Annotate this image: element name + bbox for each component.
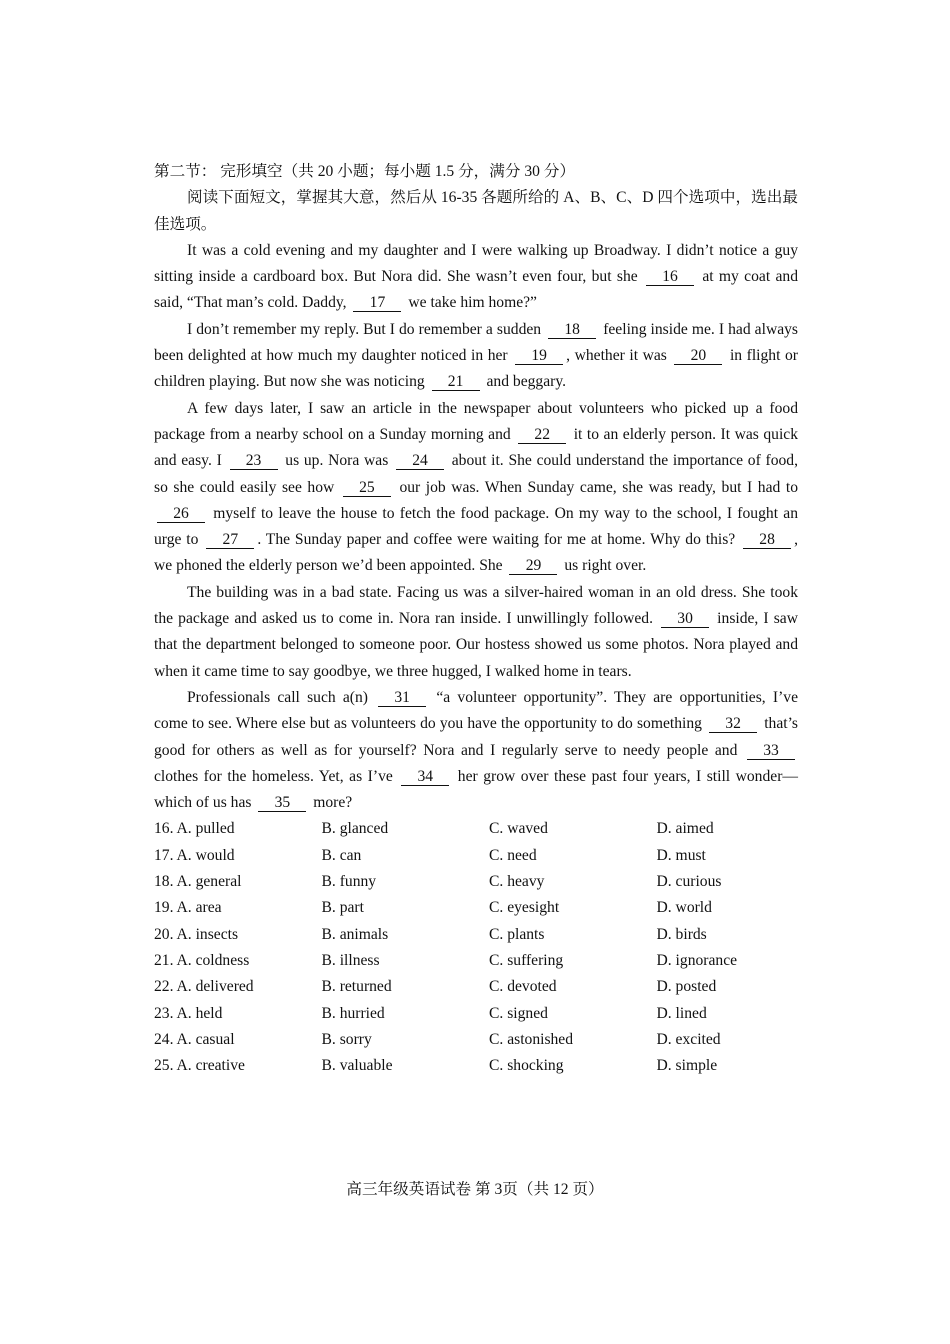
- passage-text: and beggary.: [482, 373, 567, 391]
- answer-blank: 17: [353, 294, 401, 312]
- option-choice: B. glanced: [321, 820, 389, 838]
- answer-blank: 24: [396, 452, 444, 470]
- instructions: 阅读下面短文，掌握其大意，然后从 16-35 各题所给的 A、B、C、D 四个选项中，选出最佳选项。: [154, 189, 798, 233]
- option-choice: 23. A. held: [154, 1004, 223, 1022]
- option-choice: 18. A. general: [154, 873, 242, 891]
- answer-blank: 34: [401, 768, 449, 786]
- option-choice: C. astonished: [489, 1030, 574, 1048]
- section-title: 第二节： 完形填空（共 20 小题；每小题 1.5 分，满分 30 分）: [154, 163, 576, 180]
- passage-text: “a volunteer opportunity”. They are opportunities, I’ve come to see. Where else but as volunteers do you have the opportunity to do something: [154, 688, 798, 733]
- passage-paragraph: [154, 317, 798, 396]
- answer-blank: 22: [518, 426, 566, 444]
- passage-text: The building was in a bad state. Facing us was a silver-haired woman in an old dress. She took the package and asked us to come in. Nora ran inside. I unwillingly followed.: [154, 583, 798, 628]
- option-choice: C. waved: [489, 820, 548, 838]
- answer-blank: 18: [548, 321, 596, 339]
- option-choice: D. lined: [656, 1004, 707, 1022]
- question-options-row: [154, 1053, 798, 1079]
- passage-text: myself to leave the house to fetch the food package. On my way to the school, I fought an urge to: [154, 504, 798, 549]
- question-options-row: [154, 1001, 798, 1027]
- answer-blank: 32: [709, 715, 757, 733]
- passage-paragraph: [154, 580, 798, 685]
- passage-text: her grow over these past four years, I still wonder—which of us has: [154, 767, 798, 812]
- option-choice: B. funny: [321, 873, 377, 891]
- cloze-passage: [154, 238, 798, 817]
- option-choice: D. birds: [656, 925, 707, 943]
- answer-blank: 35: [258, 794, 306, 812]
- option-choice: D. excited: [656, 1030, 721, 1048]
- question-options-row: [154, 948, 798, 974]
- option-choice: C. shocking: [489, 1057, 564, 1075]
- passage-text: , whether it was: [566, 347, 672, 365]
- page-footer: 高三年级英语试卷 第 3页（共 12 页）: [346, 1181, 604, 1198]
- passage-text: us right over.: [560, 557, 647, 575]
- option-choice: C. need: [489, 846, 537, 864]
- option-choice: D. simple: [656, 1057, 718, 1075]
- answer-blank: 26: [157, 505, 205, 523]
- answer-blank: 20: [674, 347, 722, 365]
- answer-blank: 21: [432, 373, 480, 391]
- passage-text: feeling inside me. I had always been delighted at how much my daughter noticed in her: [154, 320, 798, 365]
- answer-blank: 19: [515, 347, 563, 365]
- option-choice: 24. A. casual: [154, 1030, 235, 1048]
- question-options-row: [154, 869, 798, 895]
- option-choice: B. can: [321, 846, 362, 864]
- passage-text: clothes for the homeless. Yet, as I’ve: [154, 767, 399, 785]
- passage-text: A few days later, I saw an article in the newspaper about volunteers who picked up a food package from a nearby school on a Sunday morning and: [154, 399, 798, 443]
- answer-blank: 16: [646, 268, 694, 286]
- passage-text: at my coat and said, “That man’s cold. Daddy,: [154, 268, 798, 312]
- answer-blank: 31: [378, 689, 426, 707]
- passage-text: it to an elderly person. It was quick and easy. I: [154, 425, 799, 470]
- passage-text: , we phoned the elderly person we’d been appointed. She: [154, 531, 798, 575]
- option-choice: C. heavy: [489, 873, 545, 891]
- option-choice: D. aimed: [656, 820, 714, 838]
- passage-text: that’s good for others as well as for yourself? Nora and I regularly serve to needy people and: [154, 715, 798, 759]
- passage-text: us up. Nora was: [280, 452, 394, 470]
- answer-blank: 30: [661, 610, 709, 628]
- option-choice: C. plants: [489, 925, 545, 943]
- option-choice: 22. A. delivered: [154, 978, 254, 996]
- option-choice: C. signed: [489, 1004, 548, 1022]
- answer-blank: 25: [343, 479, 391, 497]
- answer-blank: 28: [743, 531, 791, 549]
- option-choice: B. animals: [321, 925, 389, 943]
- option-choice: C. devoted: [489, 978, 557, 996]
- question-options-row: [154, 1027, 798, 1053]
- answer-blank: 23: [230, 452, 278, 470]
- exam-content: [154, 159, 798, 1079]
- option-choice: B. returned: [321, 978, 392, 996]
- option-choice: D. curious: [656, 873, 722, 891]
- option-choice: B. hurried: [321, 1004, 385, 1022]
- option-choice: 21. A. coldness: [154, 951, 250, 969]
- passage-text: more?: [309, 794, 353, 812]
- option-choice: 19. A. area: [154, 899, 222, 917]
- passage-paragraph: [154, 238, 798, 317]
- question-options-row: [154, 843, 798, 869]
- passage-paragraph: [154, 396, 798, 580]
- answer-blank: 33: [747, 742, 795, 760]
- options-list: [154, 816, 798, 1079]
- option-choice: 25. A. creative: [154, 1057, 245, 1075]
- question-options-row: [154, 895, 798, 921]
- passage-text: It was a cold evening and my daughter and I were walking up Broadway. I didn’t notice a guy sitting inside a cardboard box. But Nora did. She wasn’t even four, but she: [154, 241, 798, 286]
- passage-text: our job was. When Sunday came, she was ready, but I had to: [393, 478, 799, 496]
- option-choice: C. eyesight: [489, 899, 560, 917]
- passage-text: I don’t remember my reply. But I do remember a sudden: [187, 320, 546, 338]
- passage-text: in flight or children playing. But now she was noticing: [154, 347, 798, 391]
- option-choice: 17. A. would: [154, 846, 235, 864]
- option-choice: D. world: [656, 899, 712, 917]
- answer-blank: 27: [206, 531, 254, 549]
- passage-text: inside, I saw that the department belonged to someone poor. Our hostess showed us some photos. Nora played and when it came time to say goodbye, we three hugged, I walked home in tears.: [154, 610, 798, 680]
- option-choice: B. part: [321, 899, 364, 917]
- question-options-row: [154, 816, 798, 842]
- passage-paragraph: [154, 685, 798, 816]
- option-choice: B. sorry: [321, 1030, 372, 1048]
- option-choice: D. must: [656, 846, 706, 864]
- option-choice: D. posted: [656, 978, 717, 996]
- option-choice: 16. A. pulled: [154, 820, 235, 838]
- option-choice: B. illness: [321, 951, 380, 969]
- option-choice: C. suffering: [489, 951, 564, 969]
- question-options-row: [154, 922, 798, 948]
- option-choice: 20. A. insects: [154, 925, 239, 943]
- option-choice: D. ignorance: [656, 951, 738, 969]
- passage-text: about it. She could understand the importance of food, so she could easily see how: [154, 452, 798, 496]
- passage-text: . The Sunday paper and coffee were waiting for me at home. Why do this?: [257, 531, 741, 549]
- question-options-row: [154, 974, 798, 1000]
- passage-text: we take him home?”: [404, 294, 537, 312]
- answer-blank: 29: [509, 557, 557, 575]
- option-choice: B. valuable: [321, 1057, 393, 1075]
- passage-text: Professionals call such a(n): [187, 688, 376, 706]
